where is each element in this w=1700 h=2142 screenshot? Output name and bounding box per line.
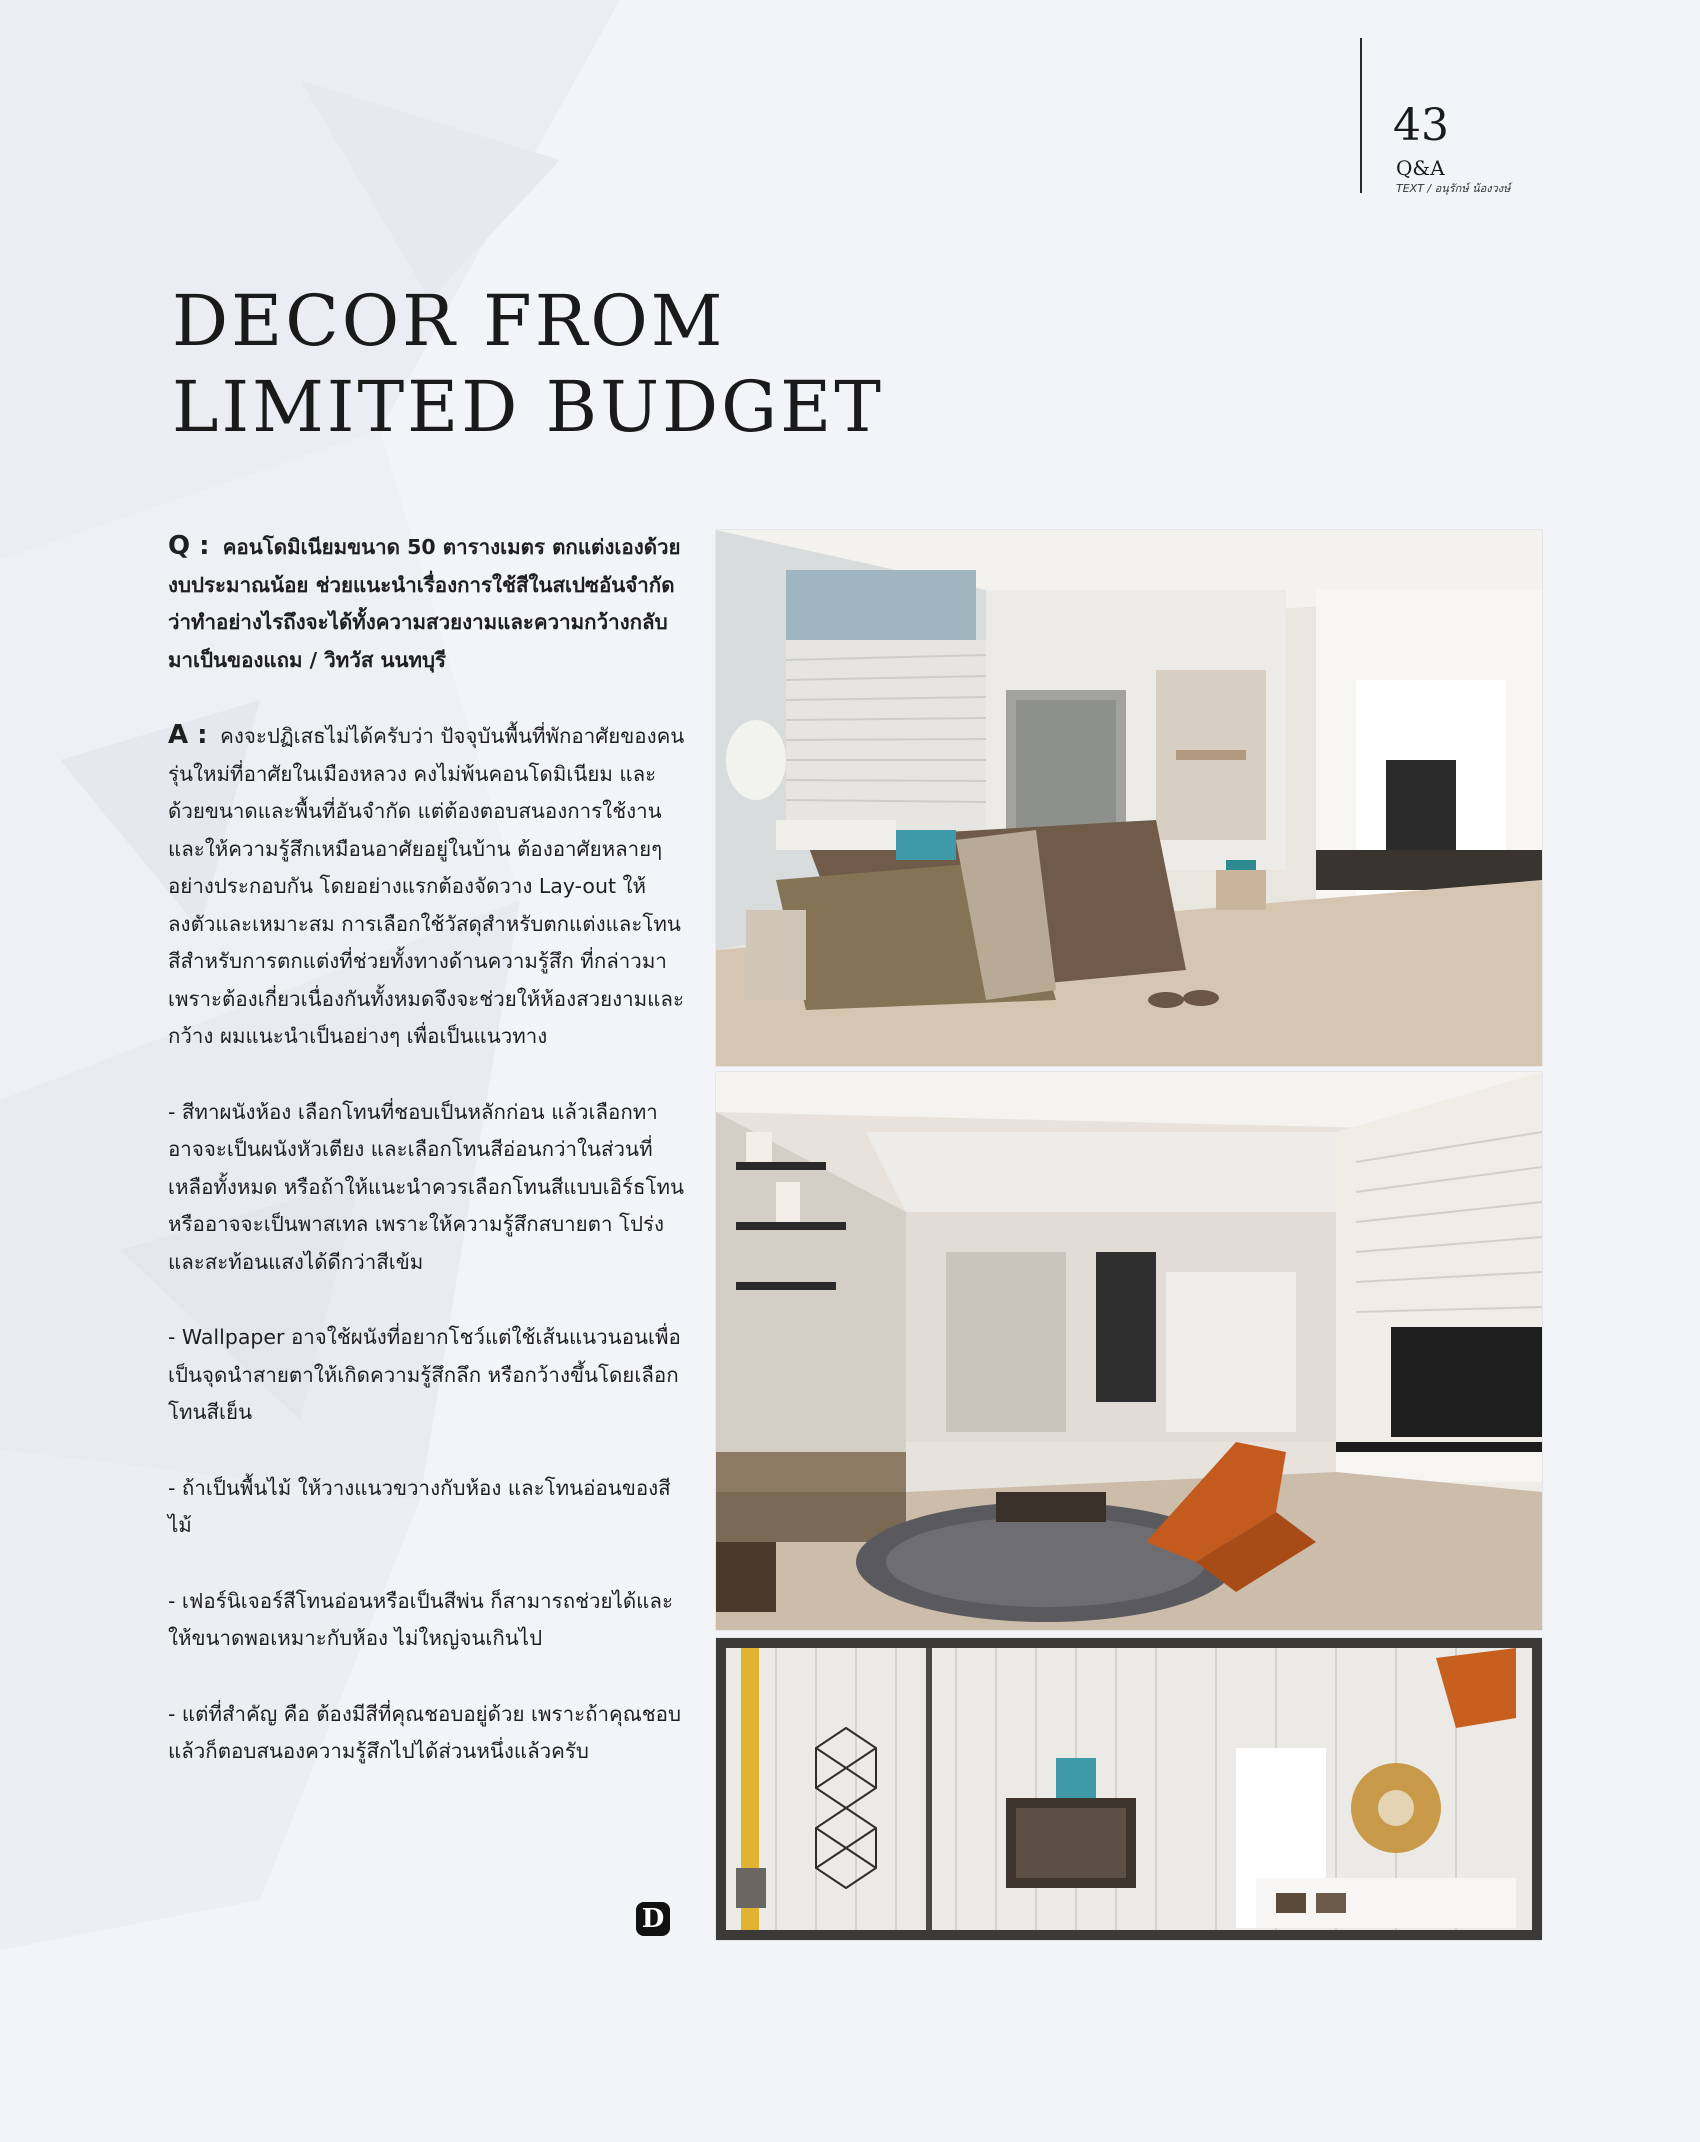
- tip-flooring: - ถ้าเป็นพื้นไม้ ให้วางแนวขวางกับห้อง และโทนอ่อนของสีไม้: [168, 1475, 671, 1537]
- headline: [172, 278, 884, 450]
- section-label: Q&A: [1396, 156, 1445, 180]
- answer-text: คงจะปฏิเสธไม่ได้ครับว่า ปัจจุบันพื้นที่พักอาศัยของคนรุ่นใหม่ที่อาศัยในเมืองหลวง คงไม่พ้นคอนโดมิเนียม และด้วยขนาดและพื้นที่อันจำกัด แต่ต้องตอบสนองการใช้งานและให้ความรู้สึกเหมือนอาศัยอยู่ในบ้าน ต้องอาศัยหลายๆ อย่างประกอบกัน โดยอย่างแรกต้องจัดวาง Lay-out ให้ลงตัวและเหมาะสม การเลือกใช้วัสดุสำหรับตกแต่งและโทนสีสำหรับการตกแต่งที่ช่วยทั้งทางด้านความรู้สึก ที่กล่าวมาเพราะต้องเกี่ยวเนื่องกันทั้งหมดจึงจะช่วยให้ห้องสวยงามและกว้าง ผมแนะนำเป็นอย่างๆ เพื่อเป็นแนวทาง: [168, 724, 685, 1048]
- tip-paint: - สีทาผนังห้อง เลือกโทนที่ชอบเป็นหลักก่อน แล้วเลือกทา อาจจะเป็นผนังหัวเตียง และเลือกโทนสีอ่อนกว่าในส่วนที่เหลือทั้งหมด หรือถ้าให้แนะนำควรเลือกโทนสีแบบเอิร์ธโทนหรืออาจจะเป็นพาสเทล เพราะให้ความรู้สึกสบายตา โปร่ง และสะท้อนแสงได้ดีกว่าสีเข้ม: [168, 1099, 685, 1274]
- tip-personal-color: - แต่ที่สำคัญ คือ ต้องมีสีที่คุณชอบอยู่ด้วย เพราะถ้าคุณชอบแล้วก็ตอบสนองความรู้สึกไปได้ส่วนหนึ่งแล้วครับ: [168, 1701, 681, 1763]
- living-room-photo: [716, 1072, 1542, 1630]
- bedroom-photo: [716, 530, 1542, 1066]
- floor-plan-photo: [716, 1638, 1542, 1940]
- answer-mark: A :: [168, 720, 208, 750]
- question-paragraph: [168, 528, 688, 679]
- article-body: [168, 528, 688, 1809]
- answer-paragraph: [168, 717, 688, 1056]
- headline-line-1: DECOR FROM: [172, 280, 726, 362]
- question-text: คอนโดมิเนียมขนาด 50 ตารางเมตร ตกแต่งเองด้วยงบประมาณน้อย ช่วยแนะนำเรื่องการใช้สีในสเปซอันจำกัด ว่าทำอย่างไรถึงจะได้ทั้งความสวยงามและความกว้างกลับมาเป็นของแถม / วิทวัส นนทบุรี: [168, 535, 681, 672]
- tip-furniture: - เฟอร์นิเจอร์สีโทนอ่อนหรือเป็นสีพ่น ก็สามารถช่วยได้และให้ขนาดพอเหมาะกับห้อง ไม่ใหญ่จนเกินไป: [168, 1588, 673, 1650]
- tip-wallpaper: - Wallpaper อาจใช้ผนังที่อยากโชว์แต่ใช้เส้นแนวนอนเพื่อเป็นจุดนำสายตาให้เกิดความรู้สึกลึก หรือกว้างขึ้นโดยเลือกโทนสีเย็น: [168, 1325, 681, 1424]
- page-number: 43: [1393, 100, 1449, 151]
- headline-line-2: LIMITED BUDGET: [172, 366, 884, 448]
- author-credit: TEXT / อนุรักษ์ น้องวงษ์: [1396, 182, 1511, 195]
- end-mark-logo: D: [636, 1902, 670, 1936]
- header-divider: [1360, 38, 1362, 193]
- question-mark: Q :: [168, 531, 210, 561]
